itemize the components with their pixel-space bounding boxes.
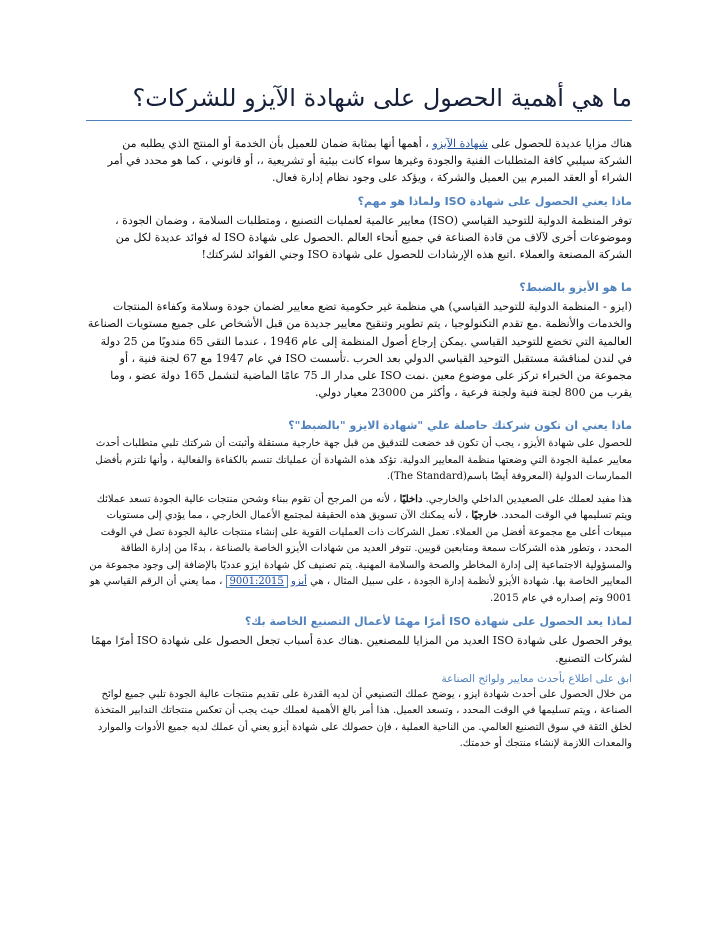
iso-link[interactable]: أيزو [290,576,307,588]
title-underline [86,120,632,121]
externally-label: خارجيًا [471,510,498,522]
section4-heading: لماذا يعد الحصول على شهادة ISO أمرًا مهمًا لأعمال التصنيع الخاصة بك؟ [244,615,632,629]
section3-text-f: ، مما يعني أن الرقم القياسي هو 9001 وتم إصداره في عام 2015. [89,576,632,604]
section3-text-a: هذا مفيد لعملك على الصعيدين الداخلي والخارجي. [422,493,632,505]
section1-heading: ماذا يعني الحصول على شهادة ISO ولماذا هو مهم؟ [357,194,632,208]
iso-9001-link[interactable]: 9001:2015 [226,575,288,588]
section3-text-e: ، لأنه يمكنك الآن تسويق هذه الحقيقة لمجتمع الأعمال الخارجي ، مما يؤدي إلى مستويات مبيعات أعلى مع مجموعة أفضل من العملاء. تعمل الشركات ذات العمليات القوية على إنشاء منتجات عالية الجودة تصل في الوقت المحدد ، وتطور هذه الشركات سمعة ومتابعين قويين. تتوفر العديد من شهادات الأيزو الخاصة بالصناعة ، بدءًا من إدارة الطاقة والمسؤولية الاجتماعية إلى إدارة المخاطر والصحة والسلامة المهنية. يتم تصنيف كل شهادة ايزو عدديًا بالإضافة إلى وجود مجموعة من المعايير الخاصة بها. شهادة الأيزو لأنظمة إدارة الجودة ، على سبيل المثال ، هي [89,510,632,588]
section2-heading: ما هو الأيزو بالضبط؟ [519,281,632,295]
section4-body: يوفر الحصول على شهادة ISO العديد من المزايا للمصنعين .هناك عدة أسباب تجعل الحصول على شهادة ISO أمرًا مهمًا لشركات التصنيع. [91,634,632,665]
section3-body1: للحصول على شهادة الأيزو ، يجب أن تكون قد خضعت للتدقيق من قبل جهة خارجية مستقلة وأثبتت أن شركتك تلبي متطلبات أحدث معايير عملية الجودة التي وضعتها منظمة المعايير الدولية. تؤكد هذه الشهادة أن عملياتك تتسم بالكفاءة والفعالية ، وأنها تلتزم بأفضل الممارسات الدولية (المعروفة أيضًا باسم(The Standard). [95,438,632,483]
spacer [86,401,632,411]
spacer [86,263,632,273]
iso-certificate-link[interactable]: شهادة الآيزو [432,137,488,150]
intro-text-end: ، أهمها أنها بمثابة ضمان للعميل بأن الخدمة أو المنتج الذي يطلبه من الشركة سيلبي كافة المتطلبات الفنية والجودة وغيرها سواء كانت بيئية أو تشريعية ،، أو قانوني ، كما هو محدد في أمر الشراء أو العقد المبرم بين العميل والشركة ، ويؤكد على وجود نظام إدارة فعال. [107,137,632,185]
section3-text-c: ، لأنه من المرجح أن تقوم ببناء وشحن منتجات عالية الجودة تسعد عملائك ويتم تسليمها في الوقت المحدد. [96,493,632,522]
page-title: ما هي أهمية الحصول على شهادة الآيزو للشركات؟ [132,84,632,112]
section3-heading: ماذا يعني ان تكون شركتك حاصلة علي "شهادة الايزو "بالضبط"؟ [288,419,632,433]
section4-sub-body: من خلال الحصول على أحدث شهادة ايزو ، يوضح عملك التصنيعي أن لديه القدرة على تقديم منتجات عالية الجودة تلبي جميع لوائح الصناعة ، ويتم تسليمها في الوقت المحدد ، وتسعد العميل. هذا أمر بالغ الأهمية لعملك حيث يجب أن تعكس منتجاتك التدابير المتخذة لخلق الثقة في سوق التصنيع العالمي. من الناحية العملية ، فإن حصولك على شهادة أيزو يعني أن عملك لديه جميع الأدوات والموارد والمعدات اللازمة لإنشاء منتجك أو خدمتك. [94,688,632,750]
section4-subheading: ابق على اطلاع بأحدث معايير ولوائح الصناعة [441,672,632,685]
section2-body: (ايزو - المنظمة الدولية للتوحيد القياسي) هي منظمة غير حكومية تضع معايير لضمان جودة وسلامة وكفاءة المنتجات والخدمات والأنظمة .مع تقدم التكنولوجيا ، يتم تطوير وتنقيح معايير جديدة من قبل الأشخاص على جميع مستويات الصناعة العالمية التي تخضع للتوحيد القياسي .يمكن إرجاع أصول المنظمة إلى عام 1946 ، عندما التقى 65 مندوبًا من 25 دولة في لندن لمناقشة مستقبل التوحيد القياسي الدولي بعد الحرب .تأسست ISO في عام 1947 مع 67 لجنة فنية ، أو مجموعة من الخبراء تركز على موضوع معين .نمت ISO على مدار الـ 75 عامًا الماضية لتشمل 165 دولة عضو ، وما يقرب من 800 لجنة فنية ولجنة فرعية ، وأكثر من 23000 معيار دولي. [87,300,632,400]
section3-body2 [86,492,632,608]
internally-label: داخليًا [399,493,423,505]
intro-paragraph [86,135,632,187]
intro-text-start: هناك مزايا عديدة للحصول على [487,137,632,150]
section1-body: توفر المنظمة الدولية للتوحيد القياسي (ISO) معايير عالمية لعمليات التصنيع ، ومتطلبات السلامة ، وضمان الجودة ، وموضوعات أخرى لآلاف من قادة الصناعة في جميع أنحاء العالم .الحصول على شهادة ISO له فوائد عديدة لكل من الشركة المصنعة والعملاء .اتبع هذه الإرشادات للحصول على شهادة ISO وجني الفوائد لشركتك! [115,213,632,262]
